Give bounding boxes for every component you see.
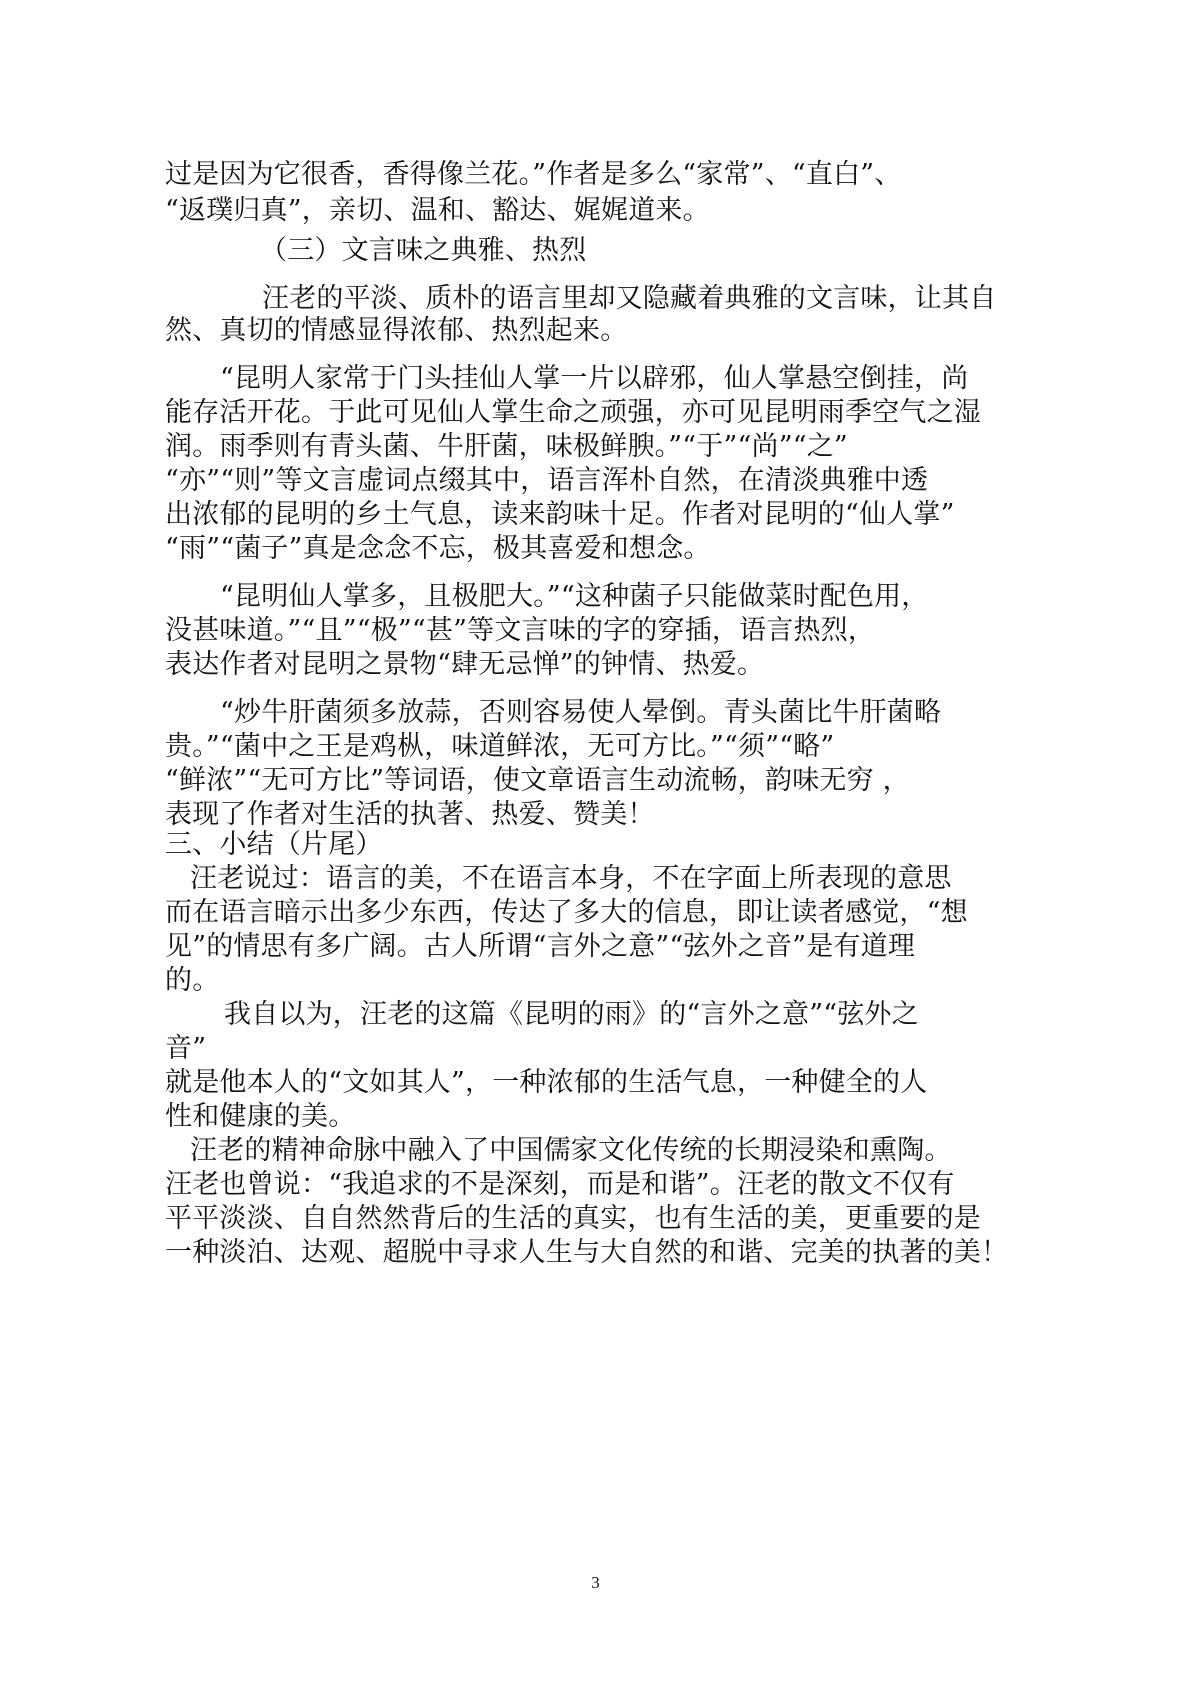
text-line: 汪老说过：语言的美，不在语言本身，不在字面上所表现的意思 [190, 863, 952, 894]
page-number: 3 [591, 1573, 600, 1592]
text-line: 我自以为，汪老的这篇《昆明的雨》的“言外之意”“弦外之 [224, 999, 919, 1030]
text-line: 就是他本人的“文如其人”，一种浓郁的生活气息，一种健全的人 [165, 1067, 928, 1098]
text-line: 汪老的平淡、质朴的语言里却又隐藏着典雅的文言味，让其自 [262, 283, 997, 314]
text-line: 音” [165, 1033, 207, 1064]
text-line: “昆明人家常于门头挂仙人掌一片以辟邪，仙人掌悬空倒挂，尚 [220, 363, 969, 394]
text-line: 表达作者对昆明之景物“肆无忌惮”的钟情、热爱。 [165, 649, 765, 680]
text-line: “雨”“菌子”真是念念不忘，极其喜爱和想念。 [165, 533, 711, 564]
text-line: “炒牛肝菌须多放蒜，否则容易使人晕倒。青头菌比牛肝菌略 [220, 697, 942, 728]
text-line: 而在语言暗示出多少东西，传达了多大的信息，即让读者感觉，“想 [165, 897, 968, 928]
text-line: 没甚味道。”“且”“极”“甚”等文言味的字的穿插，语言热烈， [165, 615, 876, 646]
text-line: “鲜浓”“无可方比”等词语，使文章语言生动流畅，韵味无穷 ， [165, 765, 910, 796]
text-line: 表现了作者对生活的执著、热爱、赞美！ [165, 799, 655, 830]
text-line: 过是因为它很香，香得像兰花。”作者是多么“家常”、“直白”、 [165, 159, 902, 190]
text-line: 能存活开花。于此可见仙人掌生命之顽强，亦可见昆明雨季空气之湿 [165, 397, 981, 428]
text-line: 一种淡泊、达观、超脱中寻求人生与大自然的和谐、完美的执著的美！ [165, 1237, 1009, 1268]
text-line: “亦”“则”等文言虚词点缀其中，语言浑朴自然，在清淡典雅中透 [165, 465, 929, 496]
section-heading: 三、小结（片尾） [165, 829, 383, 860]
text-line: 平平淡淡、自自然然背后的生活的真实，也有生活的美，更重要的是 [165, 1203, 981, 1234]
text-line: 汪老也曾说：“我追求的不是深刻，而是和谐”。汪老的散文不仅有 [165, 1169, 955, 1200]
text-line: 性和健康的美。 [165, 1101, 356, 1132]
text-line: “返璞归真”，亲切、温和、豁达、娓娓道来。 [165, 195, 710, 226]
text-line: 润。雨季则有青头菌、牛肝菌，味极鲜腴。”“于”“尚”“之” [165, 431, 848, 462]
text-line: 然、真切的情感显得浓郁、热烈起来。 [165, 315, 628, 346]
text-line: “昆明仙人掌多，且极肥大。”“这种菌子只能做菜时配色用， [220, 581, 929, 612]
text-line: 的。 [165, 965, 220, 996]
section-heading: （三）文言味之典雅、热烈 [260, 235, 587, 266]
text-line: 出浓郁的昆明的乡土气息，读来韵味十足。作者对昆明的“仙人掌” [165, 499, 955, 530]
text-line: 汪老的精神命脉中融入了中国儒家文化传统的长期浸染和熏陶。 [190, 1135, 952, 1166]
text-line: 贵。”“菌中之王是鸡枞，味道鲜浓，无可方比。”“须”“略” [165, 731, 835, 762]
text-line: 见”的情思有多广阔。古人所谓“言外之意”“弦外之音”是有道理 [165, 931, 916, 962]
